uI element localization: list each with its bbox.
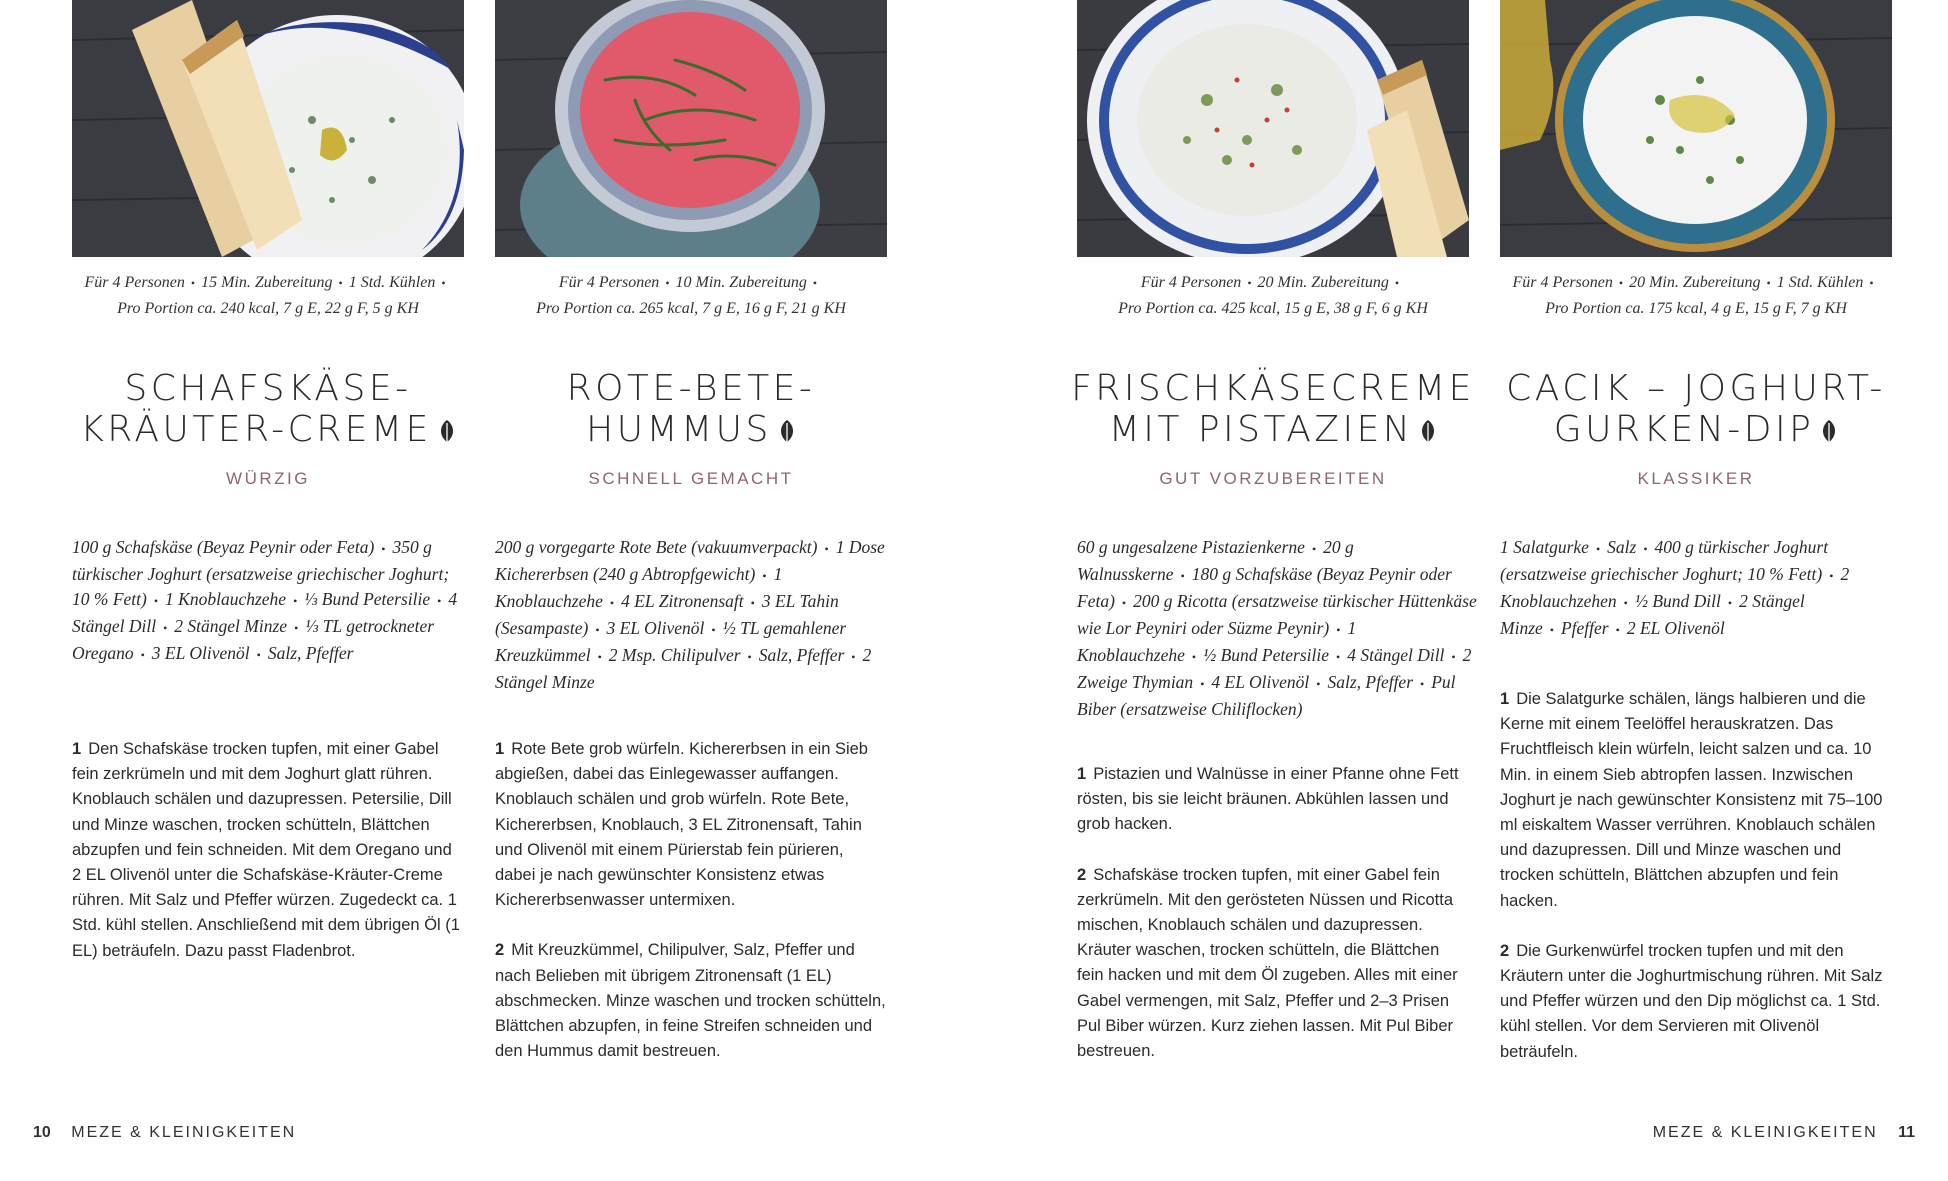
recipe-steps: [1500, 687, 1892, 1090]
recipe-title: CACIK – JOGHURT- GURKEN-DIP: [1460, 368, 1932, 454]
recipe-step: 2 Die Gurkenwürfel trocken tupfen und mit den Kräutern unter die Joghurtmischung rühren. Mit Salz und Pfeffer würzen und den Dip möglichst ca. 1 Std. kühl stellen. Vor dem Servieren mit Olivenöl beträufeln.: [1500, 941, 1883, 1061]
recipe-step: 1 Den Schafskäse trocken tupfen, mit einer Gabel fein zerkrümeln und mit dem Joghurt glatt rühren. Knoblauch schälen und dazupressen. Petersilie, Dill und Minze waschen, trocken schütteln, Blättchen abzupfen und fein schneiden. Mit dem Oregano und 2 EL Olivenöl unter die Schafskäse-Kräuter-Creme rühren. Mit Salz und Pfeffer würzen. Zugedeckt ca. 1 Std. kühl stellen. Anschließend mit dem übrigen Öl (1 EL) beträufeln. Dazu passt Fladenbrot.: [72, 740, 460, 960]
section-title-left: MEZE & KLEINIGKEITEN: [71, 1124, 297, 1141]
recipe-photo-rote-bete-hummus: [495, 0, 887, 257]
ingredient-list: 1 Salatgurke • Salz • 400 g türkischer Joghurt (ersatzweise griechischer Joghurt; 10 % Fett) • 2 Knoblauchzehen • ½ Bund Dill • 2 Stängel Minze • Pfeffer • 2 EL Olivenöl: [1500, 537, 1850, 638]
recipe-step: 1 Pistazien und Walnüsse in einer Pfanne ohne Fett rösten, bis sie leicht bräunen. Abkühlen lassen und grob hacken.: [1077, 765, 1459, 834]
recipe-meta: Für 4 Personen • 10 Min. Zubereitung • Pro Portion ca. 265 kcal, 7 g E, 16 g F, 21 g KH: [536, 274, 846, 317]
ingredient-list: 200 g vorgegarte Rote Bete (vakuumverpackt) • 1 Dose Kichererbsen (240 g Abtropfgewicht) • 1 Knoblauchzehe • 4 EL Zitronensaft • 3 EL Tahin (Sesampaste) • 3 EL Olivenöl • ½ TL gemahlener Kreuzkümmel • 2 Msp. Chilipulver • Salz, Pfeffer • 2 Stängel Minze: [495, 537, 885, 692]
recipe-photo-schafskaese: [72, 0, 464, 257]
recipe-steps: [72, 737, 464, 989]
recipe-steps: [495, 737, 887, 1089]
leaf-icon: [1419, 413, 1437, 454]
recipe-tag: SCHNELL GEMACHT: [588, 469, 794, 488]
recipe-tag: GUT VORZUBEREITEN: [1159, 469, 1387, 488]
ingredient-list: 100 g Schafskäse (Beyaz Peynir oder Feta) • 350 g türkischer Joghurt (ersatzweise griechischer Joghurt; 10 % Fett) • 1 Knoblauchzehe • ⅓ Bund Petersilie • 4 Stängel Dill • 2 Stängel Minze • ⅓ TL getrockneter Oregano • 3 EL Olivenöl • Salz, Pfeffer: [72, 537, 458, 663]
recipe-meta: Für 4 Personen • 15 Min. Zubereitung • 1 Std. Kühlen • Pro Portion ca. 240 kcal, 7 g E, 22 g F, 5 g KH: [84, 274, 446, 317]
recipe-step: 1 Rote Bete grob würfeln. Kichererbsen in ein Sieb abgießen, dabei das Einlegewasser auffangen. Knoblauch schälen und grob würfeln. Rote Bete, Kichererbsen, Knoblauch, 3 EL Zitronensaft, Tahin und Olivenöl mit einem Pürierstab fein pürieren, dabei je nach gewünschter Konsistenz etwas Kichererbsenwasser untermixen.: [495, 740, 868, 910]
recipe-tag: KLASSIKER: [1637, 469, 1755, 488]
recipe-title: SCHAFSKÄSE- KRÄUTER-CREME: [32, 368, 504, 454]
footer-right: [1653, 1124, 1915, 1142]
recipe-step: 1 Die Salatgurke schälen, längs halbieren und die Kerne mit einem Teelöffel herauskratzen. Das Fruchtfleisch klein würfeln, leicht salzen und ca. 10 Min. in einem Sieb abtropfen lassen. Inzwischen Joghurt je nach gewünschter Konsistenz mit 75–100 ml eiskaltem Wasser verrühren. Knoblauch schälen und dazupressen. Dill und Minze waschen und trocken schütteln, Blättchen abzupfen und fein hacken.: [1500, 690, 1883, 910]
recipe-meta: Für 4 Personen • 20 Min. Zubereitung • 1 Std. Kühlen • Pro Portion ca. 175 kcal, 4 g E, 15 g F, 7 g KH: [1512, 274, 1874, 317]
ingredient-list: 60 g ungesalzene Pistazienkerne • 20 g Walnusskerne • 180 g Schafskäse (Beyaz Peynir oder Feta) • 200 g Ricotta (ersatzweise türkischer Hüttenkäse wie Lor Peyniri oder Süzme Peynir) • 1 Knoblauchzehe • ½ Bund Petersilie • 4 Stängel Dill • 2 Zweige Thymian • 4 EL Olivenöl • Salz, Pfeffer • Pul Biber (ersatzweise Chiliflocken): [1077, 537, 1477, 719]
recipe-step: 2 Schafskäse trocken tupfen, mit einer Gabel fein zerkrümeln. Mit den gerösteten Nüssen und Ricotta mischen, Knoblauch schälen und dazupressen. Kräuter waschen, trocken schütteln, die Blättchen fein hacken und mit dem Öl zugeben. Alles mit einer Gabel vermengen, mit Salz, Pfeffer und 2–3 Prisen Pul Biber würzen. Kurz ziehen lassen. Mit Pul Biber bestreuen.: [1077, 865, 1458, 1061]
recipe-tag: WÜRZIG: [226, 469, 310, 488]
recipe-steps: [1077, 762, 1469, 1089]
recipe-title: FRISCHKÄSECREME MIT PISTAZIEN: [1037, 368, 1509, 454]
page-number-left: 10: [33, 1124, 51, 1141]
page-number-right: 11: [1898, 1124, 1915, 1141]
recipe-step: 2 Mit Kreuzkümmel, Chilipulver, Salz, Pfeffer und nach Belieben mit übrigem Zitronensaft (1 EL) abschmecken. Minze waschen und trocken schütteln, Blättchen abzupfen, in feine Streifen schneiden und den Hummus damit bestreuen.: [495, 941, 886, 1061]
recipe-photo-frischkaesecreme: [1077, 0, 1469, 257]
footer-left: [33, 1124, 296, 1142]
section-title-right: MEZE & KLEINIGKEITEN: [1652, 1124, 1878, 1141]
leaf-icon: [438, 413, 456, 454]
recipe-photo-cacik: [1500, 0, 1892, 257]
recipe-title: ROTE-BETE- HUMMUS: [455, 368, 927, 454]
recipe-meta: Für 4 Personen • 20 Min. Zubereitung • Pro Portion ca. 425 kcal, 15 g E, 38 g F, 6 g KH: [1118, 274, 1428, 317]
leaf-icon: [778, 413, 796, 454]
leaf-icon: [1820, 413, 1838, 454]
